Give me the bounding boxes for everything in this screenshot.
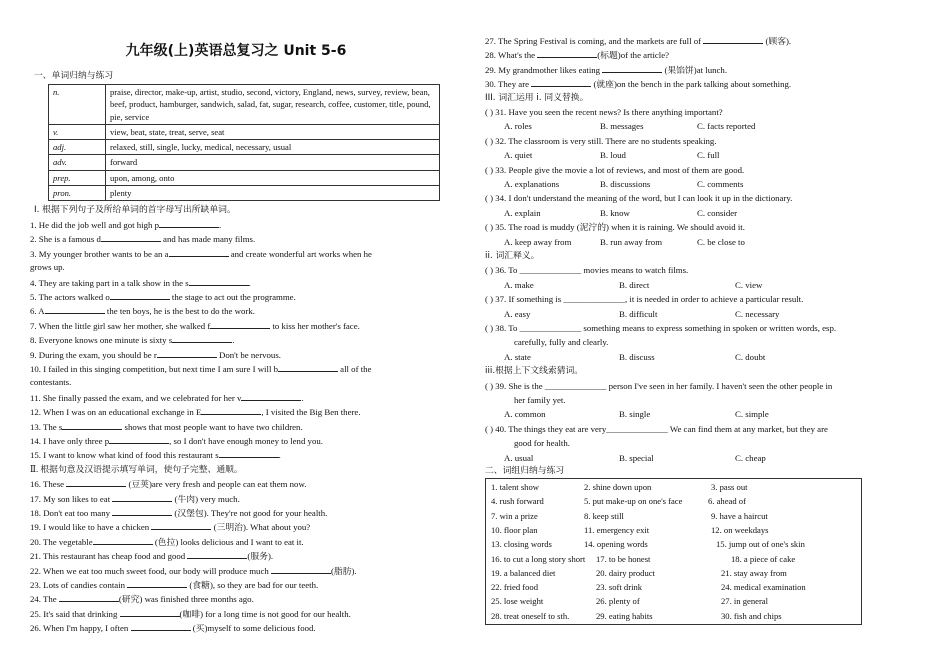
line-text: 5. The actors walked o	[30, 292, 110, 302]
exercise-line	[30, 232, 255, 246]
line-text: 6. A	[30, 306, 45, 317]
line-text: Don't be nervous.	[216, 349, 281, 360]
phrase-item: 29. eating habits	[596, 610, 653, 621]
answer-blank[interactable]	[189, 276, 249, 286]
answer-option[interactable]: C. cheap	[735, 452, 766, 463]
phrase-item: 22. fried food	[491, 582, 539, 593]
line-text: 27. The Spring Festival is coming, and the markets are full of	[485, 36, 704, 46]
exercise-line	[485, 63, 727, 77]
vocab-table	[48, 84, 440, 201]
question-line: ( ) 36. To ______________ movies means to watch films.	[485, 265, 689, 276]
answer-option[interactable]: A. keep away from	[504, 236, 572, 247]
question-line: ( ) 34. I don't understand the meaning of the word, but I can look it up in the dictionary.	[485, 193, 793, 204]
question-line: ( ) 37. If something is ______________, it is needed in order to achieve a particular result.	[485, 294, 804, 305]
vocab-row	[49, 170, 440, 185]
line-text: (就座)on the bench in the park talking about something.	[591, 79, 792, 90]
line-text: , so I don't have enough money to lend you.	[169, 436, 323, 446]
answer-blank[interactable]	[187, 549, 247, 559]
line-text: 12. When I was on an educational exchange in E	[30, 407, 202, 418]
vocab-pos: prep.	[49, 170, 106, 185]
line-text: (豆荚)are very fresh and people can eat them now.	[126, 479, 307, 490]
answer-option[interactable]: C. be close to	[697, 236, 745, 247]
answer-blank[interactable]	[66, 477, 126, 487]
answer-blank[interactable]	[151, 520, 211, 530]
line-text: .	[232, 335, 235, 346]
line-text: (脂肪).	[330, 565, 357, 576]
phrase-item: 26. plenty of	[596, 596, 640, 607]
line-text: 25. It's said that drinking	[30, 608, 120, 619]
answer-blank[interactable]	[59, 592, 119, 602]
answer-option[interactable]: C. facts reported	[697, 121, 756, 132]
exercise-line	[30, 319, 360, 333]
answer-blank[interactable]	[241, 391, 304, 403]
vocab-row	[49, 155, 440, 170]
vocab-words: forward	[106, 155, 440, 170]
line-text: 15. I want to know what kind of food this restaurant s	[30, 450, 219, 461]
phrase-item: 20. dairy product	[596, 567, 655, 578]
exercise-line	[30, 420, 303, 434]
answer-blank[interactable]	[271, 564, 331, 574]
section-2-heading: 二、词组归纳与练习	[485, 466, 565, 476]
line-text: 1. He did the job well and got high p	[30, 220, 160, 230]
line-text: grows up.	[30, 262, 65, 273]
line-text: 7. When the little girl saw her mother, she walked f	[30, 320, 211, 331]
phrase-item: 11. emergency exit	[584, 524, 650, 535]
answer-option[interactable]: A. state	[504, 351, 531, 362]
question-line: ( ) 40. The things they eat are very______________ We can find them at any market, but they are	[485, 423, 828, 434]
exercise-line	[30, 348, 281, 362]
vocab-row	[49, 186, 440, 201]
answer-blank[interactable]	[703, 34, 763, 44]
line-text: the stage to act out the programme.	[169, 292, 296, 302]
answer-blank[interactable]	[112, 492, 172, 502]
answer-blank[interactable]	[537, 48, 597, 58]
phrase-item: 5. put make-up on one's face	[584, 496, 683, 507]
answer-blank[interactable]	[127, 578, 187, 588]
vocab-row	[49, 85, 440, 125]
answer-option[interactable]: B. messages	[600, 121, 644, 132]
line-text: 26. When I'm happy, I often	[30, 623, 131, 634]
answer-option[interactable]: C. doubt	[735, 351, 766, 362]
answer-blank[interactable]	[101, 232, 161, 242]
phrase-item: 24. medical examination	[721, 582, 806, 593]
question-line: ( ) 39. She is the ______________ person I've seen in her family. I haven't seen the other people in	[485, 380, 833, 391]
answer-option[interactable]: A. make	[504, 279, 534, 290]
exercise-line	[30, 247, 372, 261]
phrase-item: 30. fish and chips	[721, 610, 782, 621]
phrase-item: 9. have a haircut	[711, 510, 768, 521]
line-text: , I visited the Big Ben there.	[261, 407, 361, 418]
vocab-words: plenty	[106, 186, 440, 201]
part-ii-heading: ii. 词汇释义。	[485, 251, 540, 261]
answer-blank[interactable]	[602, 63, 662, 73]
line-text: contestants.	[30, 377, 72, 388]
exercise-line	[30, 592, 254, 606]
phrase-item: 14. opening words	[584, 539, 648, 550]
exercise-line	[30, 304, 255, 318]
answer-option[interactable]: A. roles	[504, 121, 532, 132]
answer-blank[interactable]	[531, 77, 591, 87]
answer-blank[interactable]	[112, 506, 172, 516]
line-text: 20. The vegetable	[30, 536, 93, 547]
phrase-item: 1. talent show	[491, 482, 539, 492]
phrase-item: 28. treat oneself to sth.	[491, 610, 570, 621]
phrase-item: 15. jump out of one's skin	[716, 539, 805, 550]
line-text: 10. I failed in this singing competition, but next time I am sure I will b	[30, 364, 278, 374]
exercise-line	[30, 261, 65, 274]
question-line: ( ) 33. People give the movie a lot of reviews, and most of them are good.	[485, 164, 745, 175]
phrase-item: 7. win a prize	[491, 510, 538, 521]
answer-blank[interactable]	[278, 362, 338, 372]
answer-option[interactable]: B. difficult	[619, 308, 658, 319]
exercise-line	[485, 77, 791, 91]
line-text: .	[301, 392, 304, 403]
line-text: (三明治). What about you?	[211, 522, 311, 533]
answer-option[interactable]: C. consider	[697, 207, 738, 218]
answer-option[interactable]: B. discussions	[600, 179, 651, 189]
line-text: (研究) was finished three months ago.	[118, 594, 254, 605]
vocab-words: relaxed, still, single, lucky, medical, necessary, usual	[106, 140, 440, 155]
answer-blank[interactable]	[110, 290, 170, 300]
answer-option[interactable]: C. necessary	[735, 308, 780, 319]
exercise-line	[30, 376, 71, 389]
answer-blank[interactable]	[131, 621, 191, 631]
question-line: ( ) 32. The classroom is very still. There are no students speaking.	[485, 135, 717, 146]
phrase-item: 27. in general	[721, 596, 769, 607]
line-text: 4. They are taking part in a talk show in the s	[30, 277, 189, 288]
line-text: (汉堡包). They're not good for your health.	[172, 508, 328, 518]
question-continuation: good for health.	[514, 438, 570, 449]
line-text: (标题)of the article?	[597, 50, 670, 61]
answer-option[interactable]: A. explanations	[504, 179, 560, 189]
exercise-line	[30, 391, 304, 405]
line-text: .	[278, 450, 281, 461]
answer-blank[interactable]	[219, 448, 281, 461]
line-text: shows that most people want to have two children.	[122, 421, 303, 432]
phrase-item: 16. to cut a long story short	[491, 553, 586, 564]
phrase-box	[485, 478, 862, 625]
exercise-line	[30, 535, 304, 549]
phrase-item: 6. ahead of	[708, 496, 746, 507]
line-text: 28. What's the	[485, 50, 538, 61]
line-text: (色拉) looks delicious and I want to eat it.	[152, 536, 304, 547]
line-text: (果馅饼)at lunch.	[662, 64, 728, 75]
answer-option[interactable]: B. know	[600, 207, 630, 218]
line-text: (顾客).	[763, 36, 792, 46]
line-text: (咖啡) for a long time is not good for our health.	[179, 608, 351, 619]
line-text: to kiss her mother's face.	[270, 320, 360, 331]
answer-option[interactable]: A. common	[504, 409, 546, 420]
line-text: 9. During the exam, you should be r	[30, 349, 157, 360]
answer-option[interactable]: A. easy	[504, 308, 531, 319]
answer-blank[interactable]	[45, 304, 105, 314]
answer-option[interactable]: B. single	[619, 409, 651, 420]
answer-option[interactable]: B. direct	[619, 279, 650, 290]
phrase-item: 13. closing words	[491, 539, 552, 550]
exercise-line	[30, 333, 234, 347]
phrase-item: 8. keep still	[584, 510, 624, 521]
answer-blank[interactable]	[62, 420, 122, 430]
exercise-line	[30, 405, 361, 419]
vocab-pos: v.	[49, 124, 106, 139]
line-text: 13. The s	[30, 421, 63, 432]
exercise-line	[30, 463, 243, 476]
exercise-line	[30, 492, 240, 506]
answer-option[interactable]: C. comments	[697, 179, 744, 189]
part-3-heading: III. 词汇运用 i. 同义替换。	[485, 92, 589, 103]
answer-blank[interactable]	[159, 218, 222, 230]
line-text: 11. She finally passed the exam, and we celebrated for her v	[30, 392, 242, 403]
answer-option[interactable]: C. simple	[735, 409, 769, 420]
line-text: 16. These	[30, 479, 67, 490]
exercise-line	[30, 506, 327, 520]
phrase-item: 18. a piece of cake	[731, 553, 796, 564]
phrase-item: 19. a balanced diet	[491, 567, 556, 578]
exercise-line	[30, 564, 357, 578]
line-text: 8. Everyone knows one minute is sixty s	[30, 335, 173, 346]
exercise-line	[30, 549, 273, 563]
exercise-line	[30, 434, 323, 448]
section-1-heading: 一、单词归纳与练习	[34, 71, 114, 81]
question-line: ( ) 35. The road is muddy (泥泞的) when it is raining. We should avoid it.	[485, 222, 745, 233]
line-text: Ⅱ. 根据句意及汉语提示填写单词，使句子完整、通顺。	[30, 463, 243, 474]
line-text: (买)myself to some delicious food.	[190, 623, 316, 634]
answer-blank[interactable]	[120, 607, 180, 617]
vocab-words: praise, director, make-up, artist, studio, second, victory, England, news, survey, review, bean, beef, product, hamburger, sandwich, salad, fat, sugar, research, coffee, customer, title, pound, pie, service	[106, 85, 440, 125]
answer-blank[interactable]	[210, 319, 270, 329]
vocab-words: view, beat, state, treat, serve, seat	[106, 124, 440, 139]
vocab-row	[49, 124, 440, 139]
line-text: 17. My son likes to eat	[30, 493, 113, 504]
phrase-item: 3. pass out	[711, 482, 748, 492]
answer-option[interactable]: A. explain	[504, 207, 541, 218]
line-text: 23. Lots of candies contain	[30, 580, 128, 590]
exercise-line	[485, 48, 669, 62]
line-text: and has made many films.	[160, 234, 256, 245]
answer-option[interactable]: B. loud	[600, 150, 626, 161]
line-text: 29. My grandmother likes eating	[485, 64, 603, 75]
exercise-line	[30, 276, 251, 290]
line-text: 22. When we eat too much sweet food, our body will produce much	[30, 565, 271, 576]
part-1-heading: I. 根据下列句子及所给单词的首字母写出所缺单词。	[34, 205, 236, 215]
answer-option[interactable]: A. quiet	[504, 150, 533, 161]
question-line: ( ) 31. Have you seen the recent news? Is there anything important?	[485, 107, 723, 117]
phrase-item: 12. on weekdays	[711, 524, 769, 535]
phrase-item: 4. rush forward	[491, 496, 544, 507]
line-text: all of the	[337, 364, 372, 374]
phrase-item: 25. lose weight	[491, 596, 544, 607]
part-iii-heading: iii.根据上下文线索猜词。	[485, 366, 584, 377]
answer-option[interactable]: C. view	[735, 279, 763, 290]
vocab-row	[49, 140, 440, 155]
line-text: 24. The	[30, 594, 59, 605]
vocab-pos: adj.	[49, 140, 106, 155]
exercise-line	[30, 290, 296, 304]
answer-blank[interactable]	[169, 247, 229, 257]
page-title: 九年级(上)英语总复习之 Unit 5-6	[125, 43, 347, 59]
question-continuation: carefully, fully and clearly.	[514, 337, 609, 348]
answer-blank[interactable]	[157, 348, 217, 358]
line-text: 2. She is a famous d	[30, 234, 101, 245]
line-text: 14. I have only three p	[30, 436, 110, 446]
answer-option[interactable]: B. special	[619, 452, 654, 463]
phrase-item: 17. to be honest	[596, 553, 651, 564]
line-text: 18. Don't eat too many	[30, 508, 113, 518]
exercise-line	[30, 448, 281, 462]
line-text: (服务).	[247, 551, 274, 562]
line-text: and create wonderful art works when he	[228, 248, 372, 259]
exercise-line	[30, 362, 371, 376]
answer-blank[interactable]	[109, 434, 169, 444]
exercise-line	[30, 477, 306, 491]
exercise-line	[30, 218, 221, 232]
line-text: 3. My younger brother wants to be an a	[30, 248, 169, 259]
phrase-item: 10. floor plan	[491, 524, 538, 535]
answer-option[interactable]: C. full	[697, 150, 720, 161]
line-text: 19. I would like to have a chicken	[30, 522, 152, 533]
line-text: the ten boys, he is the best to do the work.	[104, 306, 255, 317]
vocab-words: upon, among, onto	[106, 170, 440, 185]
answer-option[interactable]: B. discuss	[619, 351, 655, 362]
exercise-line	[30, 607, 351, 621]
line-text: (食糖), so they are bad for our teeth.	[187, 580, 319, 590]
line-text: .	[219, 220, 222, 230]
exercise-line	[30, 621, 316, 635]
answer-option[interactable]: A. usual	[504, 452, 534, 463]
vocab-pos: pron.	[49, 186, 106, 201]
line-text: 21. This restaurant has cheap food and good	[30, 551, 188, 562]
line-text: 30. They are	[485, 79, 532, 90]
exercise-line	[485, 34, 791, 48]
phrase-item: 2. shine down upon	[584, 482, 652, 492]
vocab-pos: adv.	[49, 155, 106, 170]
exercise-line	[30, 578, 318, 592]
answer-option[interactable]: B. run away from	[600, 236, 663, 247]
line-text: (牛肉) very much.	[172, 493, 240, 504]
question-line: ( ) 38. To ______________ something means to express something in spoken or written words, esp.	[485, 323, 837, 333]
answer-blank[interactable]	[93, 535, 153, 545]
line-text: .	[248, 277, 251, 288]
answer-blank[interactable]	[201, 405, 261, 415]
phrase-item: 21. stay away from	[721, 567, 787, 578]
vocab-pos: n.	[49, 85, 106, 125]
exercise-line	[30, 520, 310, 534]
answer-blank[interactable]	[172, 333, 235, 346]
question-continuation: her family yet.	[514, 395, 566, 405]
phrase-item: 23. soft drink	[596, 582, 643, 593]
